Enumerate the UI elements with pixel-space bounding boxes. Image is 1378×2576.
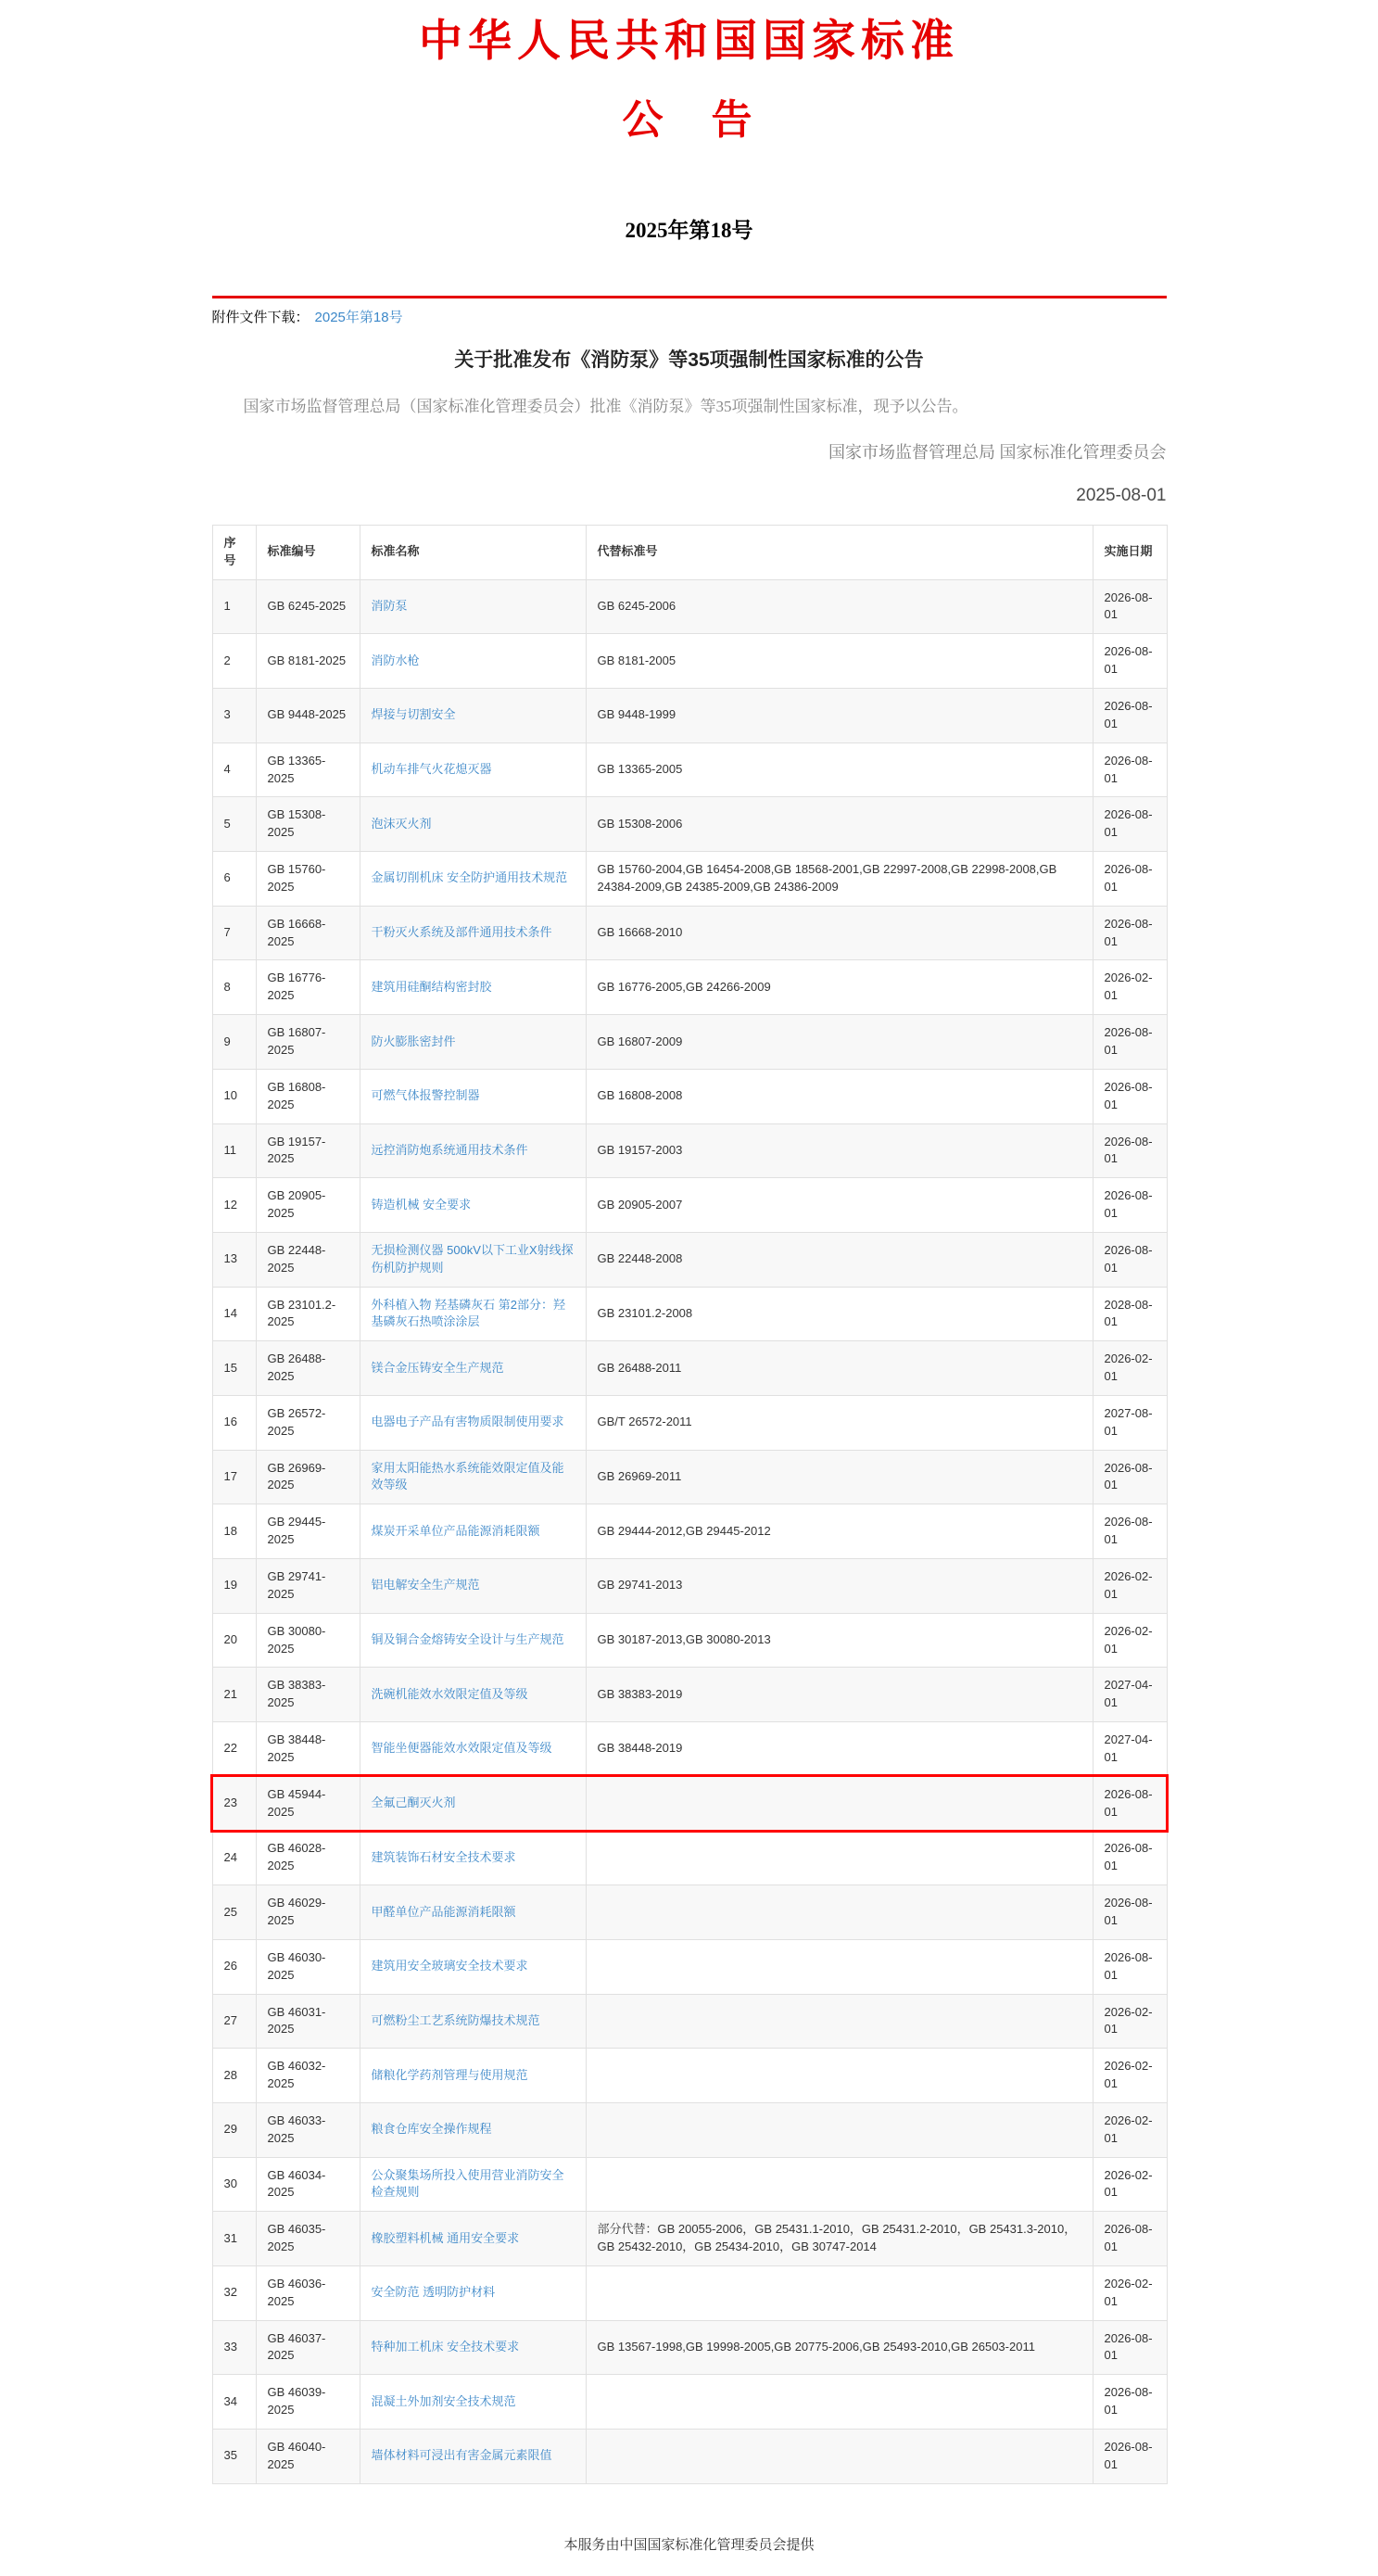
cell-standard-code: GB 22448-2025 [256,1232,360,1287]
cell-seq: 18 [212,1504,256,1559]
cell-standard-code: GB 46030-2025 [256,1939,360,1994]
cell-standard-name [360,1287,586,1341]
issue-number: 2025年第18号 [625,219,753,243]
table-row [212,579,1167,634]
cell-replaced-standards: GB 13365-2005 [586,742,1093,797]
cell-seq: 17 [212,1450,256,1504]
cell-replaced-standards: GB 26969-2011 [586,1450,1093,1504]
cell-seq: 23 [212,1776,256,1831]
cell-seq: 5 [212,797,256,852]
cell-standard-code: GB 45944-2025 [256,1776,360,1831]
standard-name-link[interactable]: 消防泵 [371,599,408,614]
table-row [212,2375,1167,2430]
column-header: 序号 [212,525,256,579]
cell-implementation-date: 2026-02-01 [1093,1994,1167,2049]
cell-implementation-date: 2026-08-01 [1093,2430,1167,2484]
standard-name-link[interactable]: 可燃粉尘工艺系统防爆技术规范 [371,2012,540,2027]
standard-name-link[interactable]: 镁合金压铸安全生产规范 [371,1360,504,1375]
cell-standard-name [360,1885,586,1940]
cell-replaced-standards [586,2265,1093,2320]
table-row [212,1613,1167,1668]
cell-implementation-date: 2027-08-01 [1093,1395,1167,1450]
table-row [212,1831,1167,1885]
standard-name-link[interactable]: 粮食仓库安全操作规程 [371,2122,492,2137]
cell-implementation-date: 2028-08-01 [1093,1287,1167,1341]
cell-replaced-standards [586,1994,1093,2049]
cell-replaced-standards: GB 6245-2006 [586,579,1093,634]
notice-heading: 关于批准发布《消防泵》等35项强制性国家标准的公告 [454,349,924,372]
cell-replaced-standards: GB 16808-2008 [586,1069,1093,1123]
cell-seq: 6 [212,852,256,907]
standards-table-body [212,579,1167,2483]
table-row [212,2049,1167,2103]
cell-standard-code: GB 15308-2025 [256,797,360,852]
standard-name-link[interactable]: 橡胶塑料机械 通用安全要求 [371,2230,520,2245]
cell-implementation-date: 2026-02-01 [1093,2265,1167,2320]
cell-implementation-date: 2026-08-01 [1093,1178,1167,1233]
standard-name-link[interactable]: 全氟己酮灭火剂 [371,1796,456,1810]
cell-standard-name [360,689,586,743]
table-row [212,1123,1167,1178]
cell-standard-code: GB 30080-2025 [256,1613,360,1668]
cell-replaced-standards: GB 16776-2005,GB 24266-2009 [586,960,1093,1015]
cell-implementation-date: 2026-08-01 [1093,2320,1167,2375]
table-row-highlighted [212,1776,1167,1831]
standard-name-link[interactable]: 建筑用硅酮结构密封胶 [371,979,492,994]
cell-standard-name [360,1831,586,1885]
cell-standard-code: GB 46040-2025 [256,2430,360,2484]
standard-name-link[interactable]: 特种加工机床 安全技术要求 [371,2340,520,2354]
cell-replaced-standards: GB 29444-2012,GB 29445-2012 [586,1504,1093,1559]
column-header: 标准名称 [360,525,586,579]
table-row [212,2430,1167,2484]
cell-standard-name [360,1015,586,1070]
cell-standard-code: GB 46029-2025 [256,1885,360,1940]
table-row [212,1287,1167,1341]
table-row [212,2102,1167,2157]
cell-standard-name [360,1178,586,1233]
standard-name-link[interactable]: 铝电解安全生产规范 [371,1578,480,1593]
cell-implementation-date: 2026-08-01 [1093,1776,1167,1831]
cell-seq: 15 [212,1341,256,1396]
table-row [212,1885,1167,1940]
cell-standard-name [360,2375,586,2430]
cell-standard-code: GB 46039-2025 [256,2375,360,2430]
cell-replaced-standards: GB 26488-2011 [586,1341,1093,1396]
standard-name-link[interactable]: 储粮化学药剂管理与使用规范 [371,2067,528,2082]
table-row [212,1178,1167,1233]
cell-implementation-date: 2027-04-01 [1093,1722,1167,1777]
standard-name-link[interactable]: 泡沫灭火剂 [371,816,432,831]
cell-replaced-standards [586,2102,1093,2157]
cell-standard-name [360,1722,586,1777]
cell-seq: 27 [212,1994,256,2049]
cell-replaced-standards [586,1831,1093,1885]
cell-standard-code: GB 46035-2025 [256,2212,360,2266]
red-divider-line [212,296,1167,298]
cell-standard-name [360,1559,586,1614]
table-row [212,2265,1167,2320]
cell-implementation-date: 2026-08-01 [1093,742,1167,797]
standard-name-link[interactable]: 防火膨胀密封件 [371,1034,456,1048]
cell-replaced-standards: GB 9448-1999 [586,689,1093,743]
attachment-row [212,307,1167,326]
cell-standard-code: GB 46031-2025 [256,1994,360,2049]
cell-standard-code: GB 46034-2025 [256,2157,360,2212]
cell-seq: 1 [212,579,256,634]
cell-implementation-date: 2026-08-01 [1093,906,1167,960]
standard-name-link[interactable]: 干粉灭火系统及部件通用技术条件 [371,925,552,940]
cell-standard-code: GB 46037-2025 [256,2320,360,2375]
cell-implementation-date: 2026-02-01 [1093,1341,1167,1396]
standard-name-link[interactable]: 混凝土外加剂安全技术规范 [371,2393,516,2408]
cell-replaced-standards: 部分代替：GB 20055-2006，GB 25431.1-2010，GB 25431.2-2010，GB 25431.3-2010，GB 25432-2010，GB 25434-2010，GB 30747-2014 [586,2212,1093,2266]
column-header: 标准编号 [256,525,360,579]
cell-standard-code: GB 16807-2025 [256,1015,360,1070]
cell-standard-code: GB 16776-2025 [256,960,360,1015]
cell-replaced-standards: GB 15308-2006 [586,797,1093,852]
cell-standard-name [360,1504,586,1559]
cell-replaced-standards [586,2430,1093,2484]
cell-implementation-date: 2026-08-01 [1093,1831,1167,1885]
standard-name-link[interactable]: 远控消防炮系统通用技术条件 [371,1142,528,1157]
table-row [212,2320,1167,2375]
cell-standard-name [360,1613,586,1668]
table-row [212,689,1167,743]
table-row [212,1994,1167,2049]
cell-standard-code: GB 16808-2025 [256,1069,360,1123]
cell-standard-code: GB 46033-2025 [256,2102,360,2157]
cell-standard-code: GB 15760-2025 [256,852,360,907]
cell-standard-code: GB 9448-2025 [256,689,360,743]
publish-date: 2025-08-01 [1076,485,1167,505]
cell-replaced-standards: GB 16668-2010 [586,906,1093,960]
standard-name-link[interactable]: 煤炭开采单位产品能源消耗限额 [371,1523,540,1538]
cell-replaced-standards: GB 22448-2008 [586,1232,1093,1287]
table-row [212,960,1167,1015]
cell-seq: 30 [212,2157,256,2212]
announcement-page [212,17,1167,2554]
standard-name-link[interactable]: 墙体材料可浸出有害金属元素限值 [371,2448,552,2463]
cell-standard-name [360,1450,586,1504]
standard-name-link[interactable]: 公众聚集场所投入使用营业消防安全检查规则 [371,2167,564,2200]
standard-name-link[interactable]: 电器电子产品有害物质限制使用要求 [371,1415,564,1429]
cell-seq: 22 [212,1722,256,1777]
cell-seq: 4 [212,742,256,797]
cell-seq: 35 [212,2430,256,2484]
table-row [212,1722,1167,1777]
cell-standard-code: GB 16668-2025 [256,906,360,960]
cell-standard-name [360,1668,586,1722]
cell-replaced-standards: GB 38448-2019 [586,1722,1093,1777]
standard-name-link[interactable]: 外科植入物 羟基磷灰石 第2部分：羟基磷灰石热喷涂涂层 [371,1297,565,1329]
cell-seq: 7 [212,906,256,960]
cell-standard-name [360,1123,586,1178]
table-row [212,634,1167,689]
cell-seq: 3 [212,689,256,743]
cell-replaced-standards [586,1776,1093,1831]
standard-name-link[interactable]: 家用太阳能热水系统能效限定值及能效等级 [371,1460,564,1492]
table-row [212,852,1167,907]
cell-standard-code: GB 8181-2025 [256,634,360,689]
cell-standard-name [360,1395,586,1450]
attachment-label: 附件文件下载： [211,310,310,326]
standard-name-link[interactable]: 安全防范 透明防护材料 [371,2285,496,2300]
cell-implementation-date: 2027-04-01 [1093,1668,1167,1722]
cell-seq: 20 [212,1613,256,1668]
cell-replaced-standards: GB 23101.2-2008 [586,1287,1093,1341]
page-title: 中华人民共和国国家标准 [419,18,959,66]
cell-implementation-date: 2026-02-01 [1093,2157,1167,2212]
cell-standard-name [360,2049,586,2103]
cell-standard-code: GB 20905-2025 [256,1178,360,1233]
cell-replaced-standards: GB/T 26572-2011 [586,1395,1093,1450]
table-row [212,1504,1167,1559]
column-header: 代替标准号 [586,525,1093,579]
cell-standard-name [360,1069,586,1123]
table-header-row [212,525,1167,579]
table-row [212,797,1167,852]
cell-standard-code: GB 13365-2025 [256,742,360,797]
cell-standard-code: GB 26969-2025 [256,1450,360,1504]
standard-name-link[interactable]: 铸造机械 安全要求 [371,1197,472,1212]
cell-standard-name [360,2212,586,2266]
standard-name-link[interactable]: 铜及铜合金熔铸安全设计与生产规范 [371,1632,564,1647]
table-row [212,1015,1167,1070]
cell-standard-name [360,2157,586,2212]
table-row [212,2157,1167,2212]
cell-implementation-date: 2026-08-01 [1093,1450,1167,1504]
table-row [212,1069,1167,1123]
cell-implementation-date: 2026-08-01 [1093,2375,1167,2430]
cell-implementation-date: 2026-02-01 [1093,2049,1167,2103]
cell-seq: 28 [212,2049,256,2103]
cell-implementation-date: 2026-02-01 [1093,1559,1167,1614]
cell-replaced-standards: GB 16807-2009 [586,1015,1093,1070]
cell-seq: 31 [212,2212,256,2266]
standards-table [212,525,1168,2484]
cell-standard-name [360,1939,586,1994]
cell-replaced-standards [586,1885,1093,1940]
cell-standard-name [360,2265,586,2320]
cell-seq: 2 [212,634,256,689]
cell-standard-code: GB 38383-2025 [256,1668,360,1722]
cell-implementation-date: 2026-08-01 [1093,797,1167,852]
standard-name-link[interactable]: 金属切削机床 安全防护通用技术规范 [371,870,568,885]
cell-standard-name [360,852,586,907]
table-row [212,1395,1167,1450]
cell-standard-code: GB 29445-2025 [256,1504,360,1559]
notice-body: 国家市场监督管理总局（国家标准化管理委员会）批准《消防泵》等35项强制性国家标准，现予以公告。 [243,398,968,416]
cell-replaced-standards: GB 20905-2007 [586,1178,1093,1233]
cell-standard-code: GB 38448-2025 [256,1722,360,1777]
cell-replaced-standards: GB 15760-2004,GB 16454-2008,GB 18568-2001,GB 22997-2008,GB 22998-2008,GB 24384-2009,GB 24385-2009,GB 24386-2009 [586,852,1093,907]
table-row [212,906,1167,960]
cell-standard-code: GB 46028-2025 [256,1831,360,1885]
cell-implementation-date: 2026-08-01 [1093,852,1167,907]
table-row [212,1668,1167,1722]
table-row [212,2212,1167,2266]
table-row [212,1939,1167,1994]
cell-replaced-standards: GB 29741-2013 [586,1559,1093,1614]
cell-standard-name [360,1994,586,2049]
cell-replaced-standards: GB 8181-2005 [586,634,1093,689]
cell-seq: 19 [212,1559,256,1614]
cell-standard-name [360,906,586,960]
standard-name-link[interactable]: 无损检测仪器 500kV以下工业X射线探伤机防护规则 [371,1242,574,1275]
cell-replaced-standards [586,2375,1093,2430]
cell-seq: 33 [212,2320,256,2375]
cell-seq: 26 [212,1939,256,1994]
attachment-download-link[interactable]: 2025年第18号 [314,310,403,326]
cell-standard-name [360,634,586,689]
table-row [212,1450,1167,1504]
standard-name-link[interactable]: 可燃气体报警控制器 [371,1088,480,1103]
issuing-authority: 国家市场监督管理总局 国家标准化管理委员会 [828,442,1167,462]
table-row [212,742,1167,797]
cell-implementation-date: 2026-08-01 [1093,2212,1167,2266]
cell-implementation-date: 2026-08-01 [1093,1939,1167,1994]
cell-standard-code: GB 26572-2025 [256,1395,360,1450]
cell-standard-name [360,1232,586,1287]
cell-standard-name [360,2102,586,2157]
cell-implementation-date: 2026-08-01 [1093,689,1167,743]
cell-implementation-date: 2026-02-01 [1093,2102,1167,2157]
cell-seq: 29 [212,2102,256,2157]
cell-replaced-standards: GB 13567-1998,GB 19998-2005,GB 20775-2006,GB 25493-2010,GB 26503-2011 [586,2320,1093,2375]
cell-seq: 16 [212,1395,256,1450]
cell-implementation-date: 2026-02-01 [1093,1613,1167,1668]
cell-seq: 9 [212,1015,256,1070]
cell-seq: 10 [212,1069,256,1123]
cell-seq: 11 [212,1123,256,1178]
standard-name-link[interactable]: 焊接与切割安全 [371,707,456,722]
cell-standard-code: GB 6245-2025 [256,579,360,634]
standard-name-link[interactable]: 建筑用安全玻璃安全技术要求 [371,1959,528,1973]
cell-replaced-standards: GB 19157-2003 [586,1123,1093,1178]
cell-standard-code: GB 19157-2025 [256,1123,360,1178]
cell-implementation-date: 2026-02-01 [1093,960,1167,1015]
cell-implementation-date: 2026-08-01 [1093,1504,1167,1559]
cell-implementation-date: 2026-08-01 [1093,1885,1167,1940]
column-header: 实施日期 [1093,525,1167,579]
cell-replaced-standards: GB 38383-2019 [586,1668,1093,1722]
cell-replaced-standards [586,1939,1093,1994]
cell-seq: 25 [212,1885,256,1940]
cell-implementation-date: 2026-08-01 [1093,634,1167,689]
cell-standard-code: GB 26488-2025 [256,1341,360,1396]
cell-standard-name [360,742,586,797]
cell-standard-name [360,2430,586,2484]
cell-implementation-date: 2026-08-01 [1093,1069,1167,1123]
cell-replaced-standards: GB 30187-2013,GB 30080-2013 [586,1613,1093,1668]
cell-seq: 12 [212,1178,256,1233]
cell-replaced-standards [586,2157,1093,2212]
cell-implementation-date: 2026-08-01 [1093,1123,1167,1178]
standard-name-link[interactable]: 消防水枪 [371,653,420,667]
cell-standard-code: GB 29741-2025 [256,1559,360,1614]
announcement-subtitle: 公 告 [622,97,756,144]
cell-implementation-date: 2026-08-01 [1093,1232,1167,1287]
cell-seq: 32 [212,2265,256,2320]
cell-seq: 21 [212,1668,256,1722]
cell-implementation-date: 2026-08-01 [1093,1015,1167,1070]
cell-standard-code: GB 23101.2-2025 [256,1287,360,1341]
footer-service-note: 本服务由中国国家标准化管理委员会提供 [563,2536,815,2553]
table-row [212,1341,1167,1396]
standard-name-link[interactable]: 建筑装饰石材安全技术要求 [371,1849,516,1864]
cell-replaced-standards [586,2049,1093,2103]
table-row [212,1232,1167,1287]
cell-seq: 14 [212,1287,256,1341]
cell-standard-name [360,2320,586,2375]
cell-standard-name [360,579,586,634]
cell-standard-name [360,960,586,1015]
table-row [212,1559,1167,1614]
cell-standard-code: GB 46036-2025 [256,2265,360,2320]
cell-seq: 34 [212,2375,256,2430]
cell-seq: 24 [212,1831,256,1885]
cell-standard-name [360,797,586,852]
cell-seq: 8 [212,960,256,1015]
standard-name-link[interactable]: 洗碗机能效水效限定值及等级 [371,1686,528,1701]
standard-name-link[interactable]: 甲醛单位产品能源消耗限额 [371,1904,516,1919]
cell-seq: 13 [212,1232,256,1287]
cell-standard-name [360,1776,586,1831]
standard-name-link[interactable]: 智能坐便器能效水效限定值及等级 [371,1741,552,1756]
cell-implementation-date: 2026-08-01 [1093,579,1167,634]
cell-standard-code: GB 46032-2025 [256,2049,360,2103]
cell-standard-name [360,1341,586,1396]
standard-name-link[interactable]: 机动车排气火花熄灭器 [371,762,492,777]
